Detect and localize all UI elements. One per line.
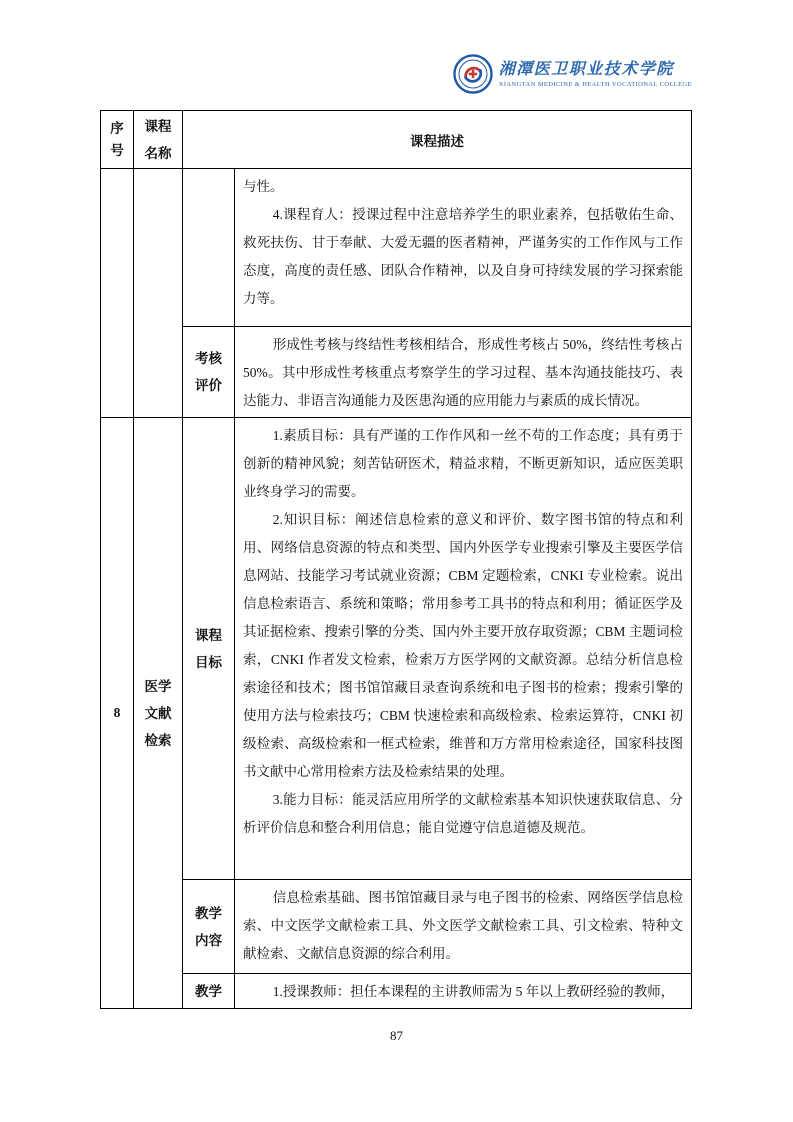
column-header-course-desc: 课程描述 [183,111,692,169]
paragraph: 3.能力目标：能灵活应用所学的文献检索基本知识快速获取信息、分析评价信息和整合利用信息；能自觉遵守信息道德及规范。 [243,792,683,835]
section-content [235,169,692,327]
paragraph: 4.课程育人：授课过程中注意培养学生的职业素养，包括敬佑生命、救死扶伤、甘于奉献、大爱无疆的医者精神，严谨务实的工作作风与工作态度，高度的责任感、团队合作精神，以及自身可持续发展的学习探索能力等。 [243,207,683,306]
course-name [134,169,183,418]
college-name: 湘潭医卫职业技术学院 [498,61,674,78]
paragraph: 信息检索基础、图书馆馆藏目录与电子图书的检索、网络医学信息检索、中文医学文献检索工具、外文医学文献检索工具、引文检索、特种文献检索、文献信息资源的综合利用。 [243,890,683,961]
section-content [235,327,692,418]
table-row [101,327,692,418]
course-index [101,169,134,418]
section-label [183,169,235,327]
section-content [235,974,692,1009]
section-label-teaching-content: 教学内容 [183,880,235,974]
paragraph: 形成性考核与终结性考核相结合，形成性考核占 50%，终结性考核占 50%。其中形成性考核重点考察学生的学习过程、基本沟通技能技巧、表达能力、非语言沟通能力及医患沟通的应用能力与素质的成长情况。 [243,337,683,408]
table-row [101,880,692,974]
paragraph: 2.知识目标：阐述信息检索的意义和评价、数字图书馆的特点和利用、网络信息资源的特点和类型、国内外医学专业搜索引擎及主要医学信息网站、技能学习考试就业资源；CBM 定题检索，CNKI 专业检索。说出信息检索语言、系统和策略；常用参考工具书的特点和利用；循证医学及其证据检索、搜索引擎的分类、国内外主要开放存取资源；CBM 主题词检索，CNKI 作者发文检索，检索万方医学网的文献资源。总结分析信息检索途径和技术；图书馆馆藏目录查询系统和电子图书的检索；搜索引擎的使用方法与检索技巧；CBM 快速检索和高级检索、检索运算符，CNKI 初级检索、高级检索和一框式检索，维普和万方常用检索途径，国家科技图书文献中心常用检索方法及检索结果的处理。 [243,512,683,779]
course-name: 医学文献检索 [134,418,183,1009]
college-name-en: XIANGTAN MEDICINE & HEALTH VOCATIONAL COLLEGE [498,81,692,88]
course-index: 8 [101,418,134,1009]
section-label-objectives: 课程目标 [183,418,235,880]
table-header-row [101,111,692,169]
section-label-assessment: 考核评价 [183,327,235,418]
course-table [100,110,692,1009]
college-name-block [499,60,692,88]
paragraph: 与性。 [243,179,284,194]
column-header-index: 序号 [101,111,134,169]
paragraph: 1.授课教师：担任本课程的主讲教师需为 5 年以上教研经验的教师， [272,984,675,999]
column-header-course-name: 课程名称 [134,111,183,169]
paragraph: 1.素质目标：具有严谨的工作作风和一丝不苟的工作态度；具有勇于创新的精神风貌；刻苦钻研医术，精益求精，不断更新知识，适应医美职业终身学习的需要。 [243,428,683,499]
college-header [100,54,692,94]
page-number: 87 [390,1028,403,1043]
section-label-teaching: 教学 [183,974,235,1009]
table-row [101,169,692,327]
section-content [235,880,692,974]
table-row [101,974,692,1009]
table-row [101,418,692,880]
college-emblem-icon [453,54,493,94]
section-content [235,418,692,880]
